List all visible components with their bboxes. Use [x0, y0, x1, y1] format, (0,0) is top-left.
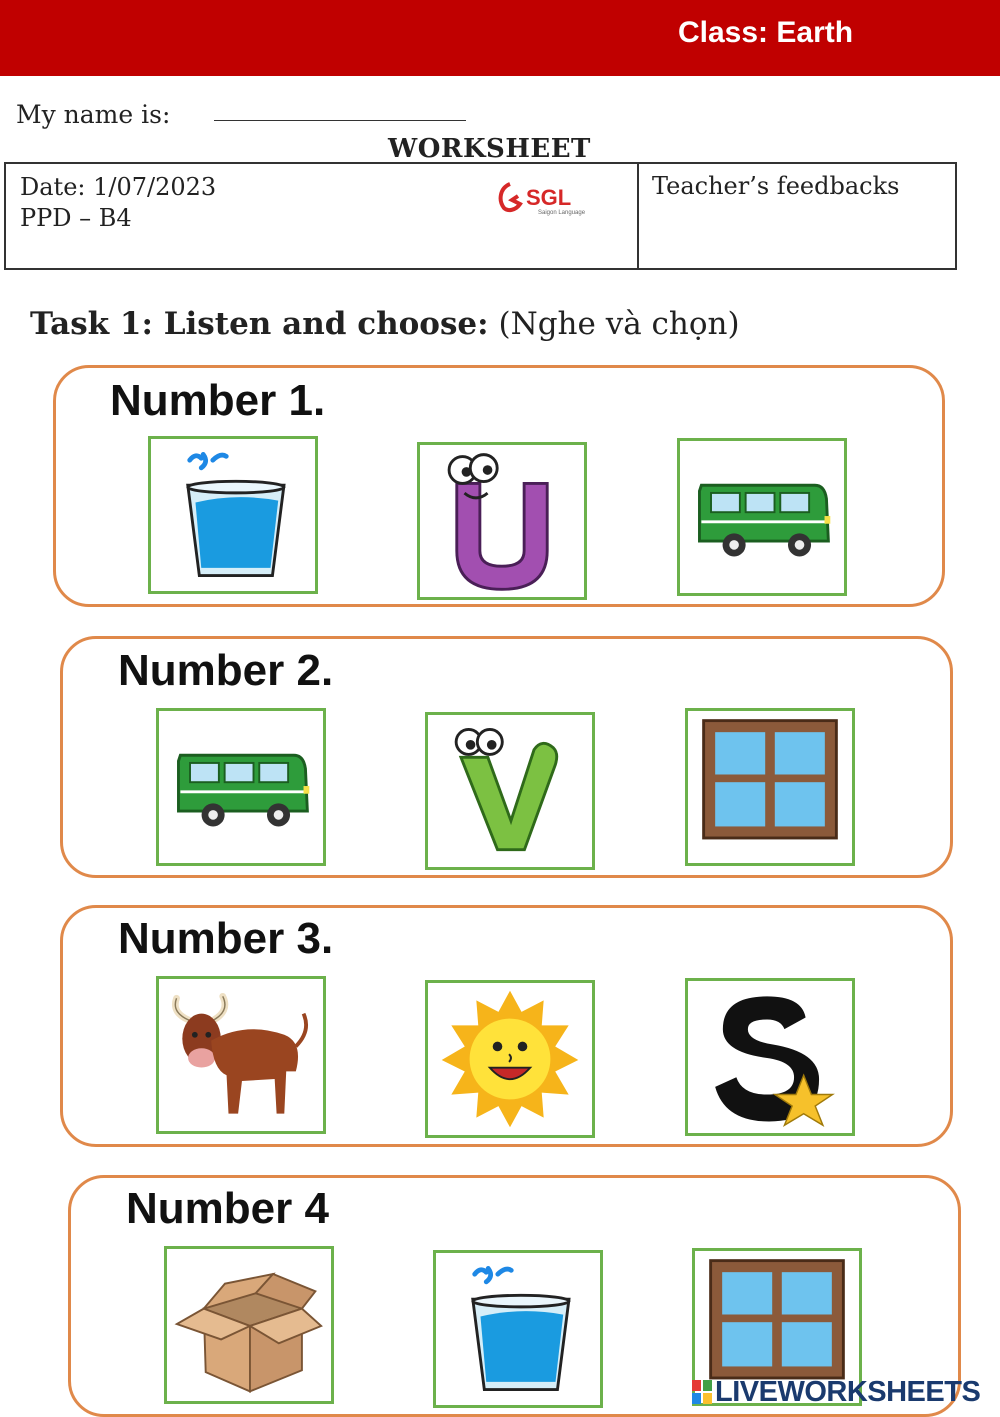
green-van-icon [680, 441, 844, 593]
option-card-letter-u[interactable] [417, 442, 587, 600]
logo-text: SGL [526, 185, 572, 210]
question-label-2: Number 2. [118, 646, 334, 695]
question-label-3: Number 3. [118, 914, 334, 963]
task-title [30, 306, 740, 342]
task-title-translation: (Nghe và chọn) [498, 306, 740, 342]
brand-text: LIVEWORKSHEETS [715, 1376, 981, 1408]
name-label: My name is: [16, 100, 171, 129]
green-van-icon [159, 711, 323, 863]
option-card-letter-v[interactable] [425, 712, 595, 870]
option-card-water-glass[interactable] [433, 1250, 603, 1408]
option-card-letter-s[interactable] [685, 978, 855, 1136]
info-box [4, 162, 957, 270]
letter-u-icon [420, 445, 584, 597]
option-card-box[interactable] [164, 1246, 334, 1404]
class-header-bar [0, 0, 1000, 76]
letter-v-icon [428, 715, 592, 867]
ox-icon [159, 979, 323, 1131]
question-label-4: Number 4 [126, 1184, 329, 1233]
letter-s-icon [688, 981, 852, 1133]
name-blank-line [214, 120, 466, 121]
worksheet-title: WORKSHEET [388, 134, 591, 164]
option-card-sun[interactable] [425, 980, 595, 1138]
sun-icon [428, 983, 592, 1135]
option-card-green-van[interactable] [156, 708, 326, 866]
teacher-feedback-label: Teacher’s feedbacks [652, 172, 900, 200]
question-label-1: Number 1. [110, 376, 326, 425]
lesson-code: PPD – B4 [20, 204, 132, 232]
option-card-ox[interactable] [156, 976, 326, 1134]
box-icon [167, 1249, 331, 1401]
water-glass-icon [151, 439, 315, 591]
liveworksheets-watermark [692, 1376, 980, 1409]
option-card-green-van[interactable] [677, 438, 847, 596]
sgl-logo [496, 178, 606, 218]
date-block [20, 172, 216, 234]
option-card-water-glass[interactable] [148, 436, 318, 594]
task-title-bold: Task 1: Listen and choose: [30, 306, 489, 342]
date-text: Date: 1/07/2023 [20, 173, 217, 201]
class-label: Class: Earth [678, 16, 854, 49]
logo-subtext: Saigon Language [538, 210, 586, 216]
info-divider [637, 164, 639, 268]
liveworksheets-logo-icon [692, 1380, 712, 1404]
window-icon [688, 711, 852, 863]
water-glass-icon [436, 1253, 600, 1405]
option-card-window[interactable] [685, 708, 855, 866]
